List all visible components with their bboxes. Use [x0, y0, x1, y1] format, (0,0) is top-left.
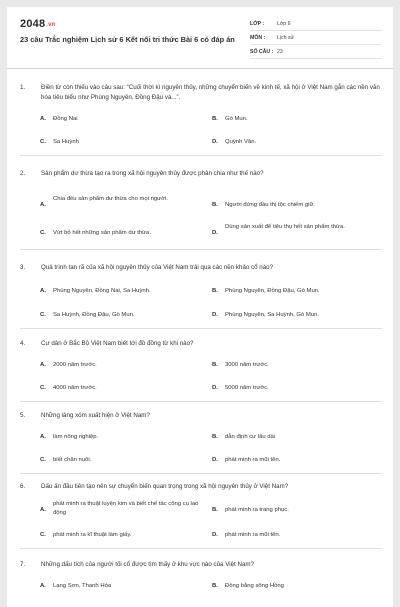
- meta-row-subject: MÔN : Lịch sử: [250, 32, 382, 45]
- document-header: [7, 7, 393, 69]
- question-divider: [20, 473, 382, 474]
- meta-row-count: SỐ CÂU : 23: [250, 46, 382, 59]
- document-meta: [250, 18, 382, 60]
- document-title: 23 câu Trắc nghiệm Lịch sử 6 Kết nối tri thức Bài 6 có đáp án: [20, 35, 235, 44]
- document-page: 2048.vn 23 câu Trắc nghiệm Lịch sử 6 Kết nối tri thức Bài 6 có đáp án LỚP : Lớp 6 MÔN : Lịch sử SỐ CÂU : 23 1. Điền từ còn thiếu vào câu sau: “Cuối thời kì nguyên thủy, những chuyển biến về kinh tế, xã hội ở Việt Nam gắn các nền văn hóa tiêu biểu như Phùng Nguyên, Đồng Đậu và...”. A. Đồng Nai B. Gò Mun. C. Sa Huỳnh D. Quỳnh Văn. 2. Sản phẩm dư thừa tạo ra trong xã hội nguyên thủy được phân chia như thế nào? A. Chia đều sản phẩm dư thừa cho mọi người. B. Người đứng đầu thị tộc chiếm giữ. C. Vứt bỏ hết những sản phẩm dư thừa. D. Dùng sản xuất để tiêu thụ hết sản phẩm thừa. 3. Quá trình tan rã của xã hội nguyên thủy của Việt Nam trải qua các nền khảo cổ nào? A. Phùng Nguyên, Đồng Nai, Sa Huỳnh. B. Phùng Nguyên, Đồng Đậu, Gò Mun. C. Sa Huỳnh, Đồng Đậu, Gò Mun. D. Phùng Nguyên, Sa Huỳnh, Gò Mun. 4. Cư dân ở Bắc Bộ Việt Nam biết tới đồ đồng từ khi nào? A. 2000 năm trước. B. 3000 năm trước. C. 4000 năm trước. D. 5000 năm trước. 5. Những làng xóm xuất hiện ở Việt Nam? A. làm nông nghiệp. B. dẫn định cư lâu dài C. biết chăn nuôi. D. phát minh ra mũi tên. 6. Dấu ấn đầu tiên tạo nên sự chuyển biến quan trọng trong xã hội nguyên thủy ở Việt Nam? A. phát minh ra thuật luyện kim và biết chế tác công cụ lao động B. phát minh ra trang phục. C. phát minh ra kĩ thuật làm giấy. D. phát minh ra mũi tên. 7. Những dấu tích của người tối cổ được tìm thấy ở khu vực nào của Việt Nam? A. Lạng Sơn, Thanh Hóa B. Đồng bằng sông Hồng: [7, 7, 393, 607]
- site-logo[interactable]: 2048.vn: [20, 18, 56, 30]
- question-divider: [20, 401, 382, 402]
- meta-row-grade: LỚP : Lớp 6: [250, 18, 382, 31]
- question-divider: [20, 328, 382, 329]
- question-divider: [20, 548, 382, 549]
- question-divider: [20, 249, 382, 250]
- question-divider: [20, 155, 382, 156]
